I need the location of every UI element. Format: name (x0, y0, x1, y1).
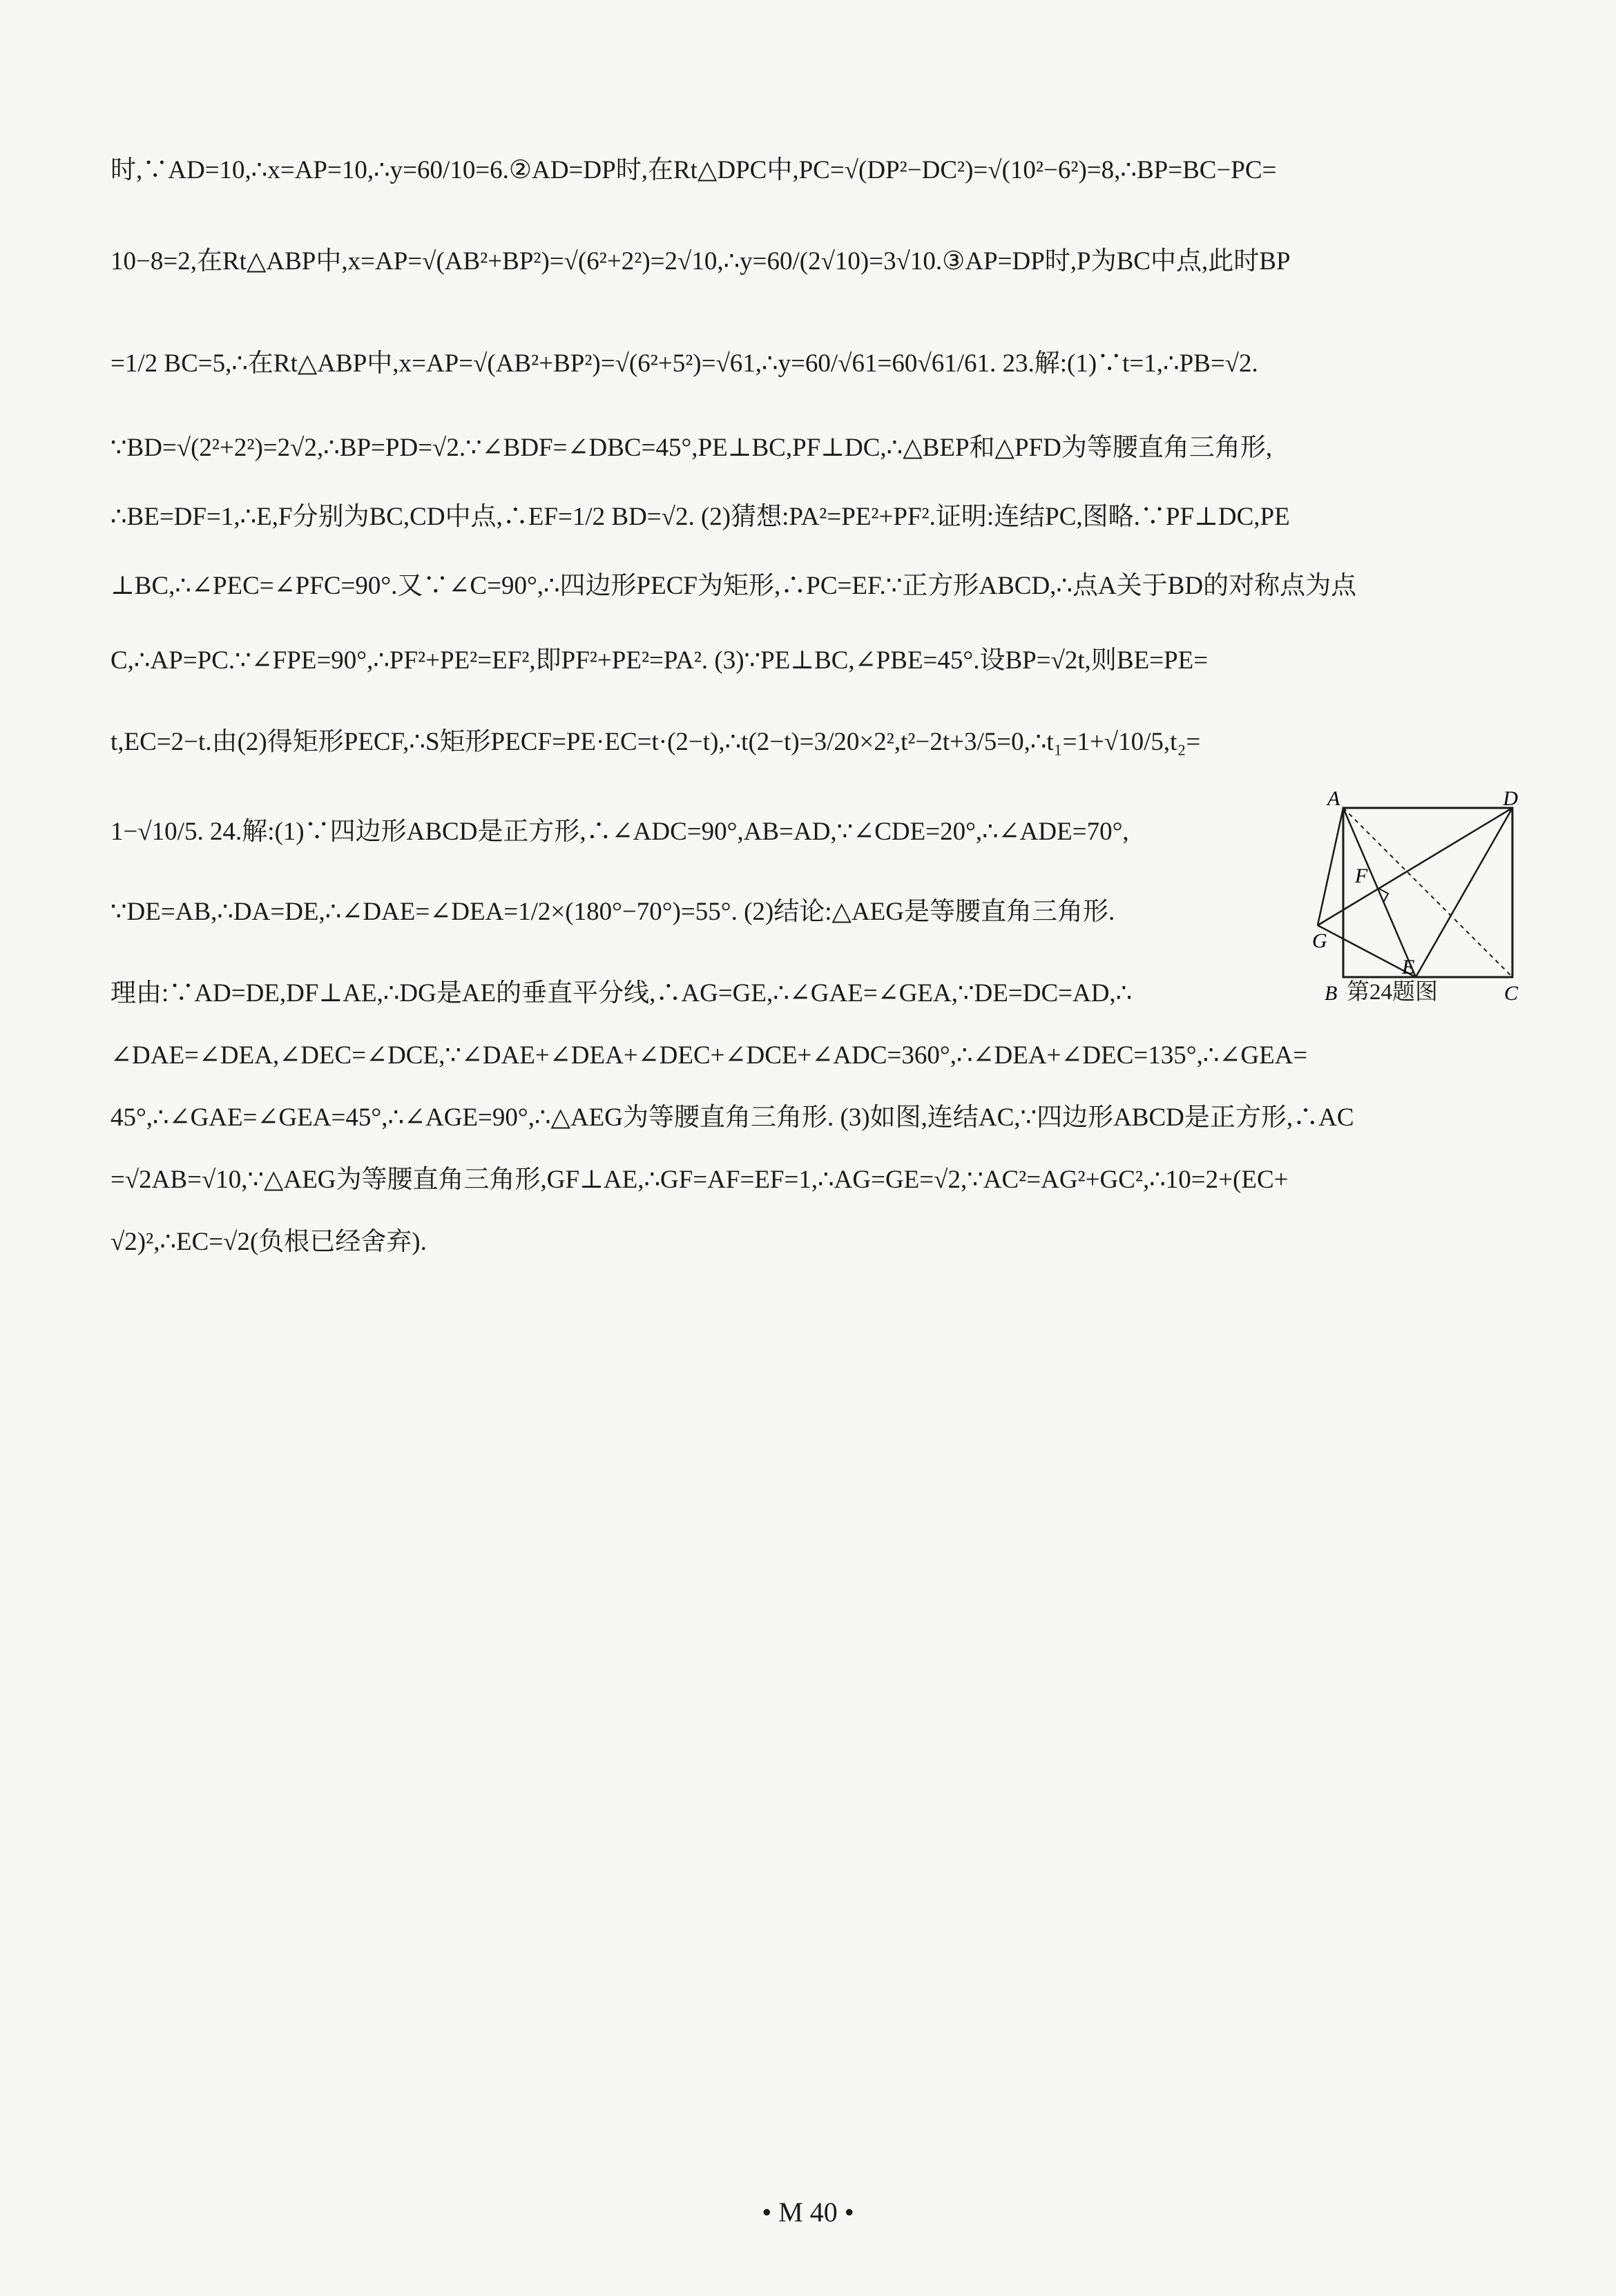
label-C: C (1503, 982, 1518, 1005)
text-line: √2)²,∴EC=√2(负根已经舍弃). (110, 1228, 427, 1256)
text-line: ∠DAE=∠DEA,∠DEC=∠DCE,∵∠DAE+∠DEA+∠DEC+∠DCE+∠ADC=360°,∴∠DEA+∠DEC=135°,∴∠GEA= (110, 1041, 1308, 1070)
text-line: ∴BE=DF=1,∴E,F分别为BC,CD中点,∴EF=1/2 BD=√2. (2)猜想:PA²=PE²+PF².证明:连结PC,图略.∵PF⊥DC,PE (110, 503, 1290, 531)
label-A: A (1327, 787, 1340, 810)
text-line: 1−√10/5. 24.解:(1)∵四边形ABCD是正方形,∴∠ADC=90°,AB=AD,∵∠CDE=20°,∴∠ADE=70°, (110, 818, 1129, 846)
label-E: E (1402, 956, 1415, 978)
text-line: =√2AB=√10,∵△AEG为等腰直角三角形,GF⊥AE,∴GF=AF=EF=1,∴AG=GE=√2,∵AC²=AG²+GC²,∴10=2+(EC+ (110, 1166, 1289, 1194)
page-number: • M 40 • (762, 2197, 854, 2228)
text-line: 理由:∵AD=DE,DF⊥AE,∴DG是AE的垂直平分线,∴AG=GE,∴∠GAE=∠GEA,∵DE=DC=AD,∴ (110, 979, 1133, 1007)
text-line: C,∴AP=PC.∵∠FPE=90°,∴PF²+PE²=EF²,即PF²+PE²=PA². (3)∵PE⊥BC,∠PBE=45°.设BP=√2t,则BE=PE= (110, 646, 1209, 675)
label-B: B (1325, 982, 1338, 1005)
label-F: F (1355, 865, 1368, 887)
label-D: D (1503, 787, 1518, 810)
text-line: 时,∵AD=10,∴x=AP=10,∴y=60/10=6.②AD=DP时,在Rt△DPC中,PC=√(DP²−DC²)=√(10²−6²)=8,∴BP=BC−PC= (110, 156, 1277, 184)
text-line: 45°,∴∠GAE=∠GEA=45°,∴∠AGE=90°,∴△AEG为等腰直角三角形. (3)如图,连结AC,∵四边形ABCD是正方形,∴AC (110, 1103, 1354, 1132)
label-G: G (1312, 929, 1327, 952)
text-line: t,EC=2−t.由(2)得矩形PECF,∴S矩形PECF=PE·EC=t·(2−t),∴t(2−t)=3/20×2²,t²−2t+3/5=0,∴t₁=1+√10/5,t₂= (110, 728, 1201, 756)
text-line: 10−8=2,在Rt△ABP中,x=AP=√(AB²+BP²)=√(6²+2²)=2√10,∴y=60/(2√10)=3√10.③AP=DP时,P为BC中点,此时BP (110, 247, 1291, 276)
text-line: =1/2 BC=5,∴在Rt△ABP中,x=AP=√(AB²+BP²)=√(6²+5²)=√61,∴y=60/√61=60√61/61. 23.解:(1)∵t=1,∴PB=√2. (110, 349, 1258, 378)
figure-caption: 第24题图 (1347, 980, 1438, 1005)
text-line: ∵BD=√(2²+2²)=2√2,∴BP=PD=√2.∵∠BDF=∠DBC=45°,PE⊥BC,PF⊥DC,∴△BEP和△PFD为等腰直角三角形, (110, 434, 1273, 462)
text-line: ⊥BC,∴∠PEC=∠PFC=90°.又∵∠C=90°,∴四边形PECF为矩形,∴PC=EF.∵正方形ABCD,∴点A关于BD的对称点为点 (110, 572, 1357, 600)
text-line: ∵DE=AB,∴DA=DE,∴∠DAE=∠DEA=1/2×(180°−70°)=55°. (2)结论:△AEG是等腰直角三角形. (110, 898, 1115, 926)
